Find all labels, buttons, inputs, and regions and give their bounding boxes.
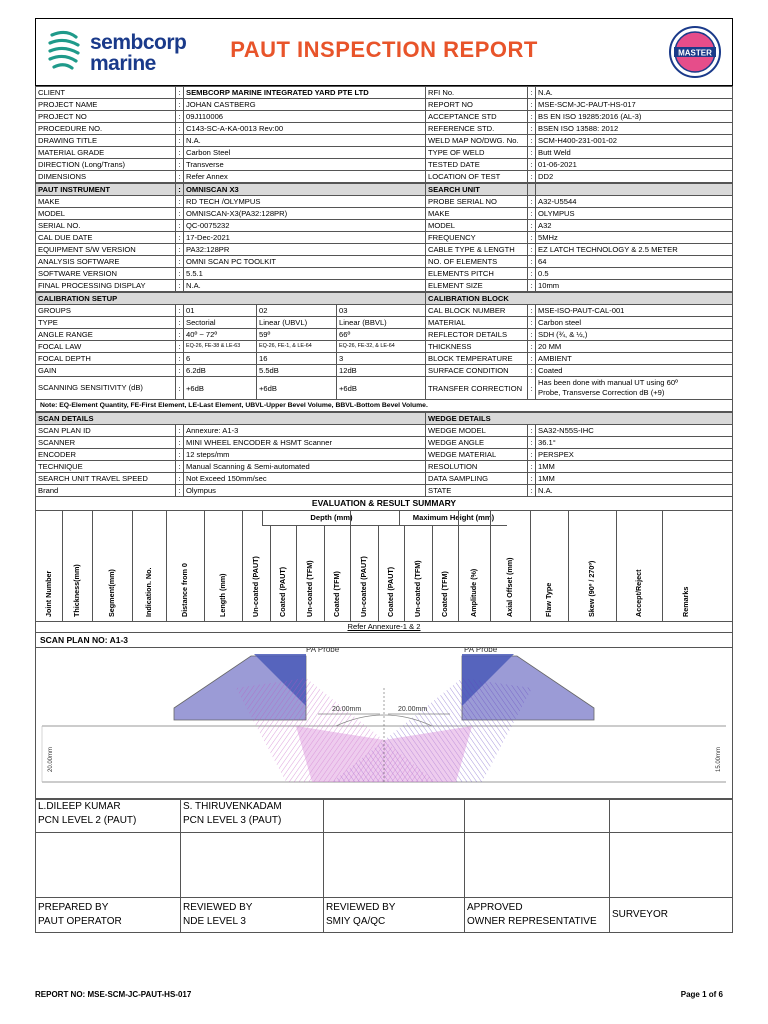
instrument-row: SERIAL NO. : QC-0075232 MODEL : A32 xyxy=(36,220,733,232)
evaluation-column-divider xyxy=(568,511,569,621)
instrument-value: N.A. xyxy=(184,280,426,292)
scan-row: SCANNER : MINI WHEEL ENCODER & HSMT Scanner WEDGE ANGLE : 36.1° xyxy=(36,437,733,449)
report-details-table xyxy=(35,86,733,183)
scan-plan-drawing xyxy=(36,648,732,798)
signatory-role-cell xyxy=(324,898,465,933)
evaluation-column-header: Accept/Reject xyxy=(634,569,643,617)
evaluation-column-divider xyxy=(378,525,379,621)
calibration-block-label: MATERIAL xyxy=(426,317,528,329)
scan-row: Brand : Olympus STATE : N.A. xyxy=(36,485,733,497)
detail-row: PROJECT NAME : JOHAN CASTBERG REPORT NO : MSE-SCM-JC-PAUT-HS-017 xyxy=(36,99,733,111)
evaluation-title: EVALUATION & RESULT SUMMARY xyxy=(35,497,733,511)
evaluation-column-header: Un-coated (PAUT) xyxy=(359,556,368,617)
detail-label: DIMENSIONS xyxy=(36,171,176,183)
instrument-right-value: 10mm xyxy=(536,280,733,292)
evaluation-column-header: Joint Number xyxy=(44,570,53,617)
signature-table xyxy=(35,799,733,933)
evaluation-column-header: Un-coated (PAUT) xyxy=(251,556,260,617)
detail-value: SEMBCORP MARINE INTEGRATED YARD PTE LTD xyxy=(184,87,426,99)
signatory-name: S. THIRUVENKADAM xyxy=(183,801,282,812)
detail-right-value: SCM-H400-231-001-02 xyxy=(536,135,733,147)
calibration-setup-label: CALIBRATION SETUP xyxy=(36,293,426,305)
instrument-section-row: PAUT INSTRUMENT : OMNISCAN X3 SEARCH UNIT xyxy=(36,184,733,196)
instrument-label: CAL DUE DATE xyxy=(36,232,176,244)
detail-row: DIMENSIONS : Refer Annex LOCATION OF TEST : DD2 xyxy=(36,171,733,183)
instrument-right-label: ELEMENTS PITCH xyxy=(426,268,528,280)
calibration-group1: 40º ~ 72º xyxy=(184,329,257,341)
calibration-row: GAIN : 6.2dB 5.5dB 12dB SURFACE CONDITION : Coated xyxy=(36,365,733,377)
sensitivity-g3: +6dB xyxy=(337,377,426,400)
instrument-row: MAKE : RD TECH /OLYMPUS PROBE SERIAL NO : A32-U5544 xyxy=(36,196,733,208)
detail-row: DIRECTION (Long/Trans) : Transverse TESTED DATE : 01-06-2021 xyxy=(36,159,733,171)
calibration-block-value: MSE-ISO-PAUT-CAL-001 xyxy=(536,305,733,317)
calibration-row: ANGLE RANGE : 40º ~ 72º 59º 66º REFLECTOR DETAILS : SDH (¾, & ½,) xyxy=(36,329,733,341)
left-offset-label: 20.00mm xyxy=(332,706,362,713)
detail-value: 09J110006 xyxy=(184,111,426,123)
detail-right-label: REFERENCE STD. xyxy=(426,123,528,135)
evaluation-column-divider xyxy=(616,511,617,621)
footer-page-number: Page 1 of 6 xyxy=(680,990,723,999)
detail-label: PROJECT NO xyxy=(36,111,176,123)
abbreviation-note: Note: EQ-Element Quantity, FE-First Element, LE-Last Element, UBVL-Upper Bevel Volume, BBVL-Bottom Bevel Volume. xyxy=(35,400,733,412)
scan-label: SEARCH UNIT TRAVEL SPEED xyxy=(36,473,176,485)
logo-text-line1: sembcorp xyxy=(90,31,187,54)
scan-row: SCAN PLAN ID : Annexure: A1-3 WEDGE MODEL : SA32-N55S-IHC xyxy=(36,425,733,437)
calibration-group2: Linear (UBVL) xyxy=(257,317,337,329)
signatory-role-cell xyxy=(181,898,324,933)
signatory-name-cell xyxy=(465,800,610,833)
sensitivity-g2: +6dB xyxy=(257,377,337,400)
right-offset-label: 20.00mm xyxy=(398,706,428,713)
refer-annexure: Refer Annexure-1 & 2 xyxy=(35,622,733,633)
wedge-details-label: WEDGE DETAILS xyxy=(426,413,733,425)
calibration-group3: 12dB xyxy=(337,365,426,377)
evaluation-column-divider xyxy=(350,511,351,621)
evaluation-column-divider xyxy=(132,511,133,621)
evaluation-column-header: Axial Offset (mm) xyxy=(505,557,514,617)
scan-details-label: SCAN DETAILS xyxy=(36,413,426,425)
detail-right-label: ACCEPTANCE STD xyxy=(426,111,528,123)
signatory-role-cell xyxy=(465,898,610,933)
evaluation-column-divider xyxy=(92,511,93,621)
detail-label: PROCEDURE NO. xyxy=(36,123,176,135)
scan-section-row xyxy=(36,413,733,425)
scan-value: 12 steps/mm xyxy=(184,449,426,461)
calibration-block-value: 20 MM xyxy=(536,341,733,353)
scan-value: MINI WHEEL ENCODER & HSMT Scanner xyxy=(184,437,426,449)
detail-value: Carbon Steel xyxy=(184,147,426,159)
detail-label: MATERIAL GRADE xyxy=(36,147,176,159)
instrument-row: EQUIPMENT S/W VERSION : PA32:128PR CABLE TYPE & LENGTH : EZ LATCH TECHNOLOGY & 2.5 METER xyxy=(36,244,733,256)
evaluation-column-header: Coated (TFM) xyxy=(332,571,341,617)
signatory-name-cell xyxy=(36,800,181,833)
scan-label: Brand xyxy=(36,485,176,497)
scan-value: Annexure: A1-3 xyxy=(184,425,426,437)
calibration-group2: 59º xyxy=(257,329,337,341)
detail-right-value: BSEN ISO 13588: 2012 xyxy=(536,123,733,135)
instrument-table xyxy=(35,183,733,292)
report-header xyxy=(35,18,733,86)
detail-value: N.A. xyxy=(184,135,426,147)
calibration-group3: 03 xyxy=(337,305,426,317)
detail-right-value: Butt Weld xyxy=(536,147,733,159)
scan-right-value: SA32-N55S-IHC xyxy=(536,425,733,437)
detail-right-label: TYPE OF WELD xyxy=(426,147,528,159)
calibration-block-label: THICKNESS xyxy=(426,341,528,353)
evaluation-column-header: Segment(mm) xyxy=(107,569,116,617)
calibration-group3: EQ-26, FE-32, & LE-64 xyxy=(337,341,426,353)
calibration-group3: 3 xyxy=(337,353,426,365)
scan-right-value: N.A. xyxy=(536,485,733,497)
evaluation-column-divider xyxy=(296,525,297,621)
depth-group-header: Depth (mm) xyxy=(262,511,400,526)
scan-label: TECHNIQUE xyxy=(36,461,176,473)
evaluation-column-header: Coated (PAUT) xyxy=(278,566,287,617)
scan-row: SEARCH UNIT TRAVEL SPEED : Not Exceed 150mm/sec DATA SAMPLING : 1MM xyxy=(36,473,733,485)
instrument-label: ANALYSIS SOFTWARE xyxy=(36,256,176,268)
scan-right-label: DATA SAMPLING xyxy=(426,473,528,485)
calibration-group1: EQ-26, FE-38 & LE-63 xyxy=(184,341,257,353)
scan-plan-label: SCAN PLAN NO: A1-3 xyxy=(35,633,733,648)
instrument-row: FINAL PROCESSING DISPLAY : N.A. ELEMENT SIZE : 10mm xyxy=(36,280,733,292)
page-footer xyxy=(35,990,733,999)
instrument-label: SERIAL NO. xyxy=(36,220,176,232)
instrument-row: SOFTWARE VERSION : 5.5.1 ELEMENTS PITCH : 0.5 xyxy=(36,268,733,280)
detail-label: PROJECT NAME xyxy=(36,99,176,111)
logo-text-line2: marine xyxy=(90,52,156,75)
left-thickness-label: 20.00mm xyxy=(48,746,54,772)
evaluation-column-header: Remarks xyxy=(681,586,690,617)
scan-label: SCAN PLAN ID xyxy=(36,425,176,437)
sensitivity-g1: +6dB xyxy=(184,377,257,400)
signatory-role: REVIEWED BY xyxy=(183,902,253,913)
calibration-label: FOCAL DEPTH xyxy=(36,353,176,365)
instrument-right-value: 0.5 xyxy=(536,268,733,280)
calibration-block-label: CAL BLOCK NUMBER xyxy=(426,305,528,317)
calibration-block-label: BLOCK TEMPERATURE xyxy=(426,353,528,365)
evaluation-column-header: Un-coated (TFM) xyxy=(413,560,422,617)
instrument-right-label: CABLE TYPE & LENGTH xyxy=(426,244,528,256)
signature-names-row xyxy=(36,800,733,833)
report-title: PAUT INSPECTION REPORT xyxy=(230,37,538,62)
detail-row: CLIENT : SEMBCORP MARINE INTEGRATED YARD PTE LTD RFI No. : N.A. xyxy=(36,87,733,99)
signature-space-row xyxy=(36,833,733,898)
calibration-block-value: AMBIENT xyxy=(536,353,733,365)
scan-right-label: WEDGE MODEL xyxy=(426,425,528,437)
badge-text: MASTER xyxy=(678,48,712,58)
instrument-label: MAKE xyxy=(36,196,176,208)
instrument-label: MODEL xyxy=(36,208,176,220)
transfer-correction-value: Has been done with manual UT using 60º Probe, Transverse Correction dB (+9) xyxy=(536,377,733,400)
calibration-row: FOCAL LAW : EQ-26, FE-38 & LE-63 EQ-26, FE-1, & LE-64 EQ-26, FE-32, & LE-64 THICKNESS : 20 MM xyxy=(36,341,733,353)
instrument-right-value: A32 xyxy=(536,220,733,232)
calibration-group1: 6 xyxy=(184,353,257,365)
evaluation-column-header: Length (mm) xyxy=(218,573,227,617)
instrument-value: 5.5.1 xyxy=(184,268,426,280)
calibration-row: TYPE : Sectorial Linear (UBVL) Linear (BBVL) MATERIAL : Carbon steel xyxy=(36,317,733,329)
evaluation-column-header: Indication. No. xyxy=(144,567,153,617)
detail-right-label: WELD MAP NO/DWG. No. xyxy=(426,135,528,147)
detail-right-value: 01-06-2021 xyxy=(536,159,733,171)
evaluation-grid xyxy=(35,511,733,622)
instrument-row: MODEL : OMNISCAN-X3(PA32:128PR) MAKE : OLYMPUS xyxy=(36,208,733,220)
calibration-row: GROUPS : 01 02 03 CAL BLOCK NUMBER : MSE-ISO-PAUT-CAL-001 xyxy=(36,305,733,317)
instrument-right-label: PROBE SERIAL NO xyxy=(426,196,528,208)
calibration-row: FOCAL DEPTH : 6 16 3 BLOCK TEMPERATURE : AMBIENT xyxy=(36,353,733,365)
instrument-right-value: OLYMPUS xyxy=(536,208,733,220)
signatory-level: PCN LEVEL 3 (PAUT) xyxy=(183,815,282,826)
detail-right-label: TESTED DATE xyxy=(426,159,528,171)
instrument-value: QC-0075232 xyxy=(184,220,426,232)
calibration-label: GROUPS xyxy=(36,305,176,317)
calibration-group2: 5.5dB xyxy=(257,365,337,377)
scan-value: Manual Scanning & Semi-automated xyxy=(184,461,426,473)
left-probe-label: PA Probe xyxy=(306,648,340,654)
instrument-right-value: 5MHz xyxy=(536,232,733,244)
instrument-label: EQUIPMENT S/W VERSION xyxy=(36,244,176,256)
calibration-group3: Linear (BBVL) xyxy=(337,317,426,329)
instrument-value: RD TECH /OLYMPUS xyxy=(184,196,426,208)
calibration-group1: Sectorial xyxy=(184,317,257,329)
instrument-value: OMNISCAN-X3(PA32:128PR) xyxy=(184,208,426,220)
instrument-right-label: MODEL xyxy=(426,220,528,232)
sensitivity-label: SCANNING SENSITIVITY (dB) xyxy=(36,377,176,400)
scan-plan-diagram xyxy=(35,648,733,799)
evaluation-column-divider xyxy=(62,511,63,621)
signatory-role-sub: OWNER REPRESENTATIVE xyxy=(467,916,597,927)
scan-details-table xyxy=(35,412,733,497)
height-group-header: Maximum Height (mm) xyxy=(399,511,507,526)
detail-value: C143-SC-A-KA-0013 Rev:00 xyxy=(184,123,426,135)
detail-value: JOHAN CASTBERG xyxy=(184,99,426,111)
calibration-label: GAIN xyxy=(36,365,176,377)
instrument-right-label: NO. OF ELEMENTS xyxy=(426,256,528,268)
calibration-table xyxy=(35,292,733,400)
scan-value: Olympus xyxy=(184,485,426,497)
calibration-block-label: CALIBRATION BLOCK xyxy=(426,293,733,305)
detail-label: DRAWING TITLE xyxy=(36,135,176,147)
detail-row: PROCEDURE NO. : C143-SC-A-KA-0013 Rev:00 REFERENCE STD. : BSEN ISO 13588: 2012 xyxy=(36,123,733,135)
detail-value: Refer Annex xyxy=(184,171,426,183)
signatory-role-cell xyxy=(36,898,181,933)
calibration-group2: 16 xyxy=(257,353,337,365)
evaluation-column-header: Thickness(mm) xyxy=(72,564,81,617)
calibration-group1: 01 xyxy=(184,305,257,317)
calibration-group2: EQ-26, FE-1, & LE-64 xyxy=(257,341,337,353)
scan-row: TECHNIQUE : Manual Scanning & Semi-automated RESOLUTION : 1MM xyxy=(36,461,733,473)
instrument-right-value: EZ LATCH TECHNOLOGY & 2.5 METER xyxy=(536,244,733,256)
detail-right-value: BS EN ISO 19285:2016 (AL-3) xyxy=(536,111,733,123)
right-probe-label: PA Probe xyxy=(464,648,498,654)
signatory-name-cell xyxy=(610,800,733,833)
scan-value: Not Exceed 150mm/sec xyxy=(184,473,426,485)
search-unit-label: SEARCH UNIT xyxy=(426,184,528,196)
evaluation-column-divider xyxy=(490,511,491,621)
scan-right-value: 1MM xyxy=(536,473,733,485)
signature-roles-row xyxy=(36,898,733,933)
evaluation-column-divider xyxy=(662,511,663,621)
report-page xyxy=(35,18,733,933)
calibration-group3: 66º xyxy=(337,329,426,341)
instrument-right-label: FREQUENCY xyxy=(426,232,528,244)
detail-right-label: LOCATION OF TEST xyxy=(426,171,528,183)
evaluation-column-header: Distance from 0 xyxy=(180,563,189,617)
detail-row: PROJECT NO : 09J110006 ACCEPTANCE STD : BS EN ISO 19285:2016 (AL-3) xyxy=(36,111,733,123)
instrument-right-value: A32-U5544 xyxy=(536,196,733,208)
instrument-value: 17-Dec-2021 xyxy=(184,232,426,244)
evaluation-column-divider xyxy=(270,525,271,621)
scan-right-value: 1MM xyxy=(536,461,733,473)
evaluation-column-header: Amplitude (%) xyxy=(469,568,478,617)
master-badge xyxy=(668,25,722,79)
signatory-role-sub: NDE LEVEL 3 xyxy=(183,916,246,927)
instrument-right-value: 64 xyxy=(536,256,733,268)
detail-right-value: N.A. xyxy=(536,87,733,99)
scan-label: ENCODER xyxy=(36,449,176,461)
signatory-name-cell xyxy=(181,800,324,833)
instrument-right-label: MAKE xyxy=(426,208,528,220)
detail-row: DRAWING TITLE : N.A. WELD MAP NO/DWG. No. : SCM-H400-231-001-02 xyxy=(36,135,733,147)
detail-value: Transverse xyxy=(184,159,426,171)
scan-right-label: WEDGE MATERIAL xyxy=(426,449,528,461)
signatory-role-sub: SURVEYOR xyxy=(612,909,668,920)
evaluation-column-divider xyxy=(458,511,459,621)
evaluation-column-header: Skew (90º / 270º) xyxy=(587,560,596,617)
evaluation-column-divider xyxy=(432,525,433,621)
calibration-block-value: SDH (¾, & ½,) xyxy=(536,329,733,341)
instrument-section-label: PAUT INSTRUMENT xyxy=(36,184,176,196)
calibration-block-value: Carbon steel xyxy=(536,317,733,329)
calibration-block-value: Coated xyxy=(536,365,733,377)
evaluation-column-header: Coated (PAUT) xyxy=(386,566,395,617)
calibration-label: ANGLE RANGE xyxy=(36,329,176,341)
detail-label: CLIENT xyxy=(36,87,176,99)
detail-right-value: DD2 xyxy=(536,171,733,183)
detail-right-label: RFI No. xyxy=(426,87,528,99)
scan-right-label: WEDGE ANGLE xyxy=(426,437,528,449)
evaluation-column-header: Un-coated (TFM) xyxy=(305,560,314,617)
scan-right-label: RESOLUTION xyxy=(426,461,528,473)
evaluation-column-header: Coated (TFM) xyxy=(440,571,449,617)
instrument-value: OMNI SCAN PC TOOLKIT xyxy=(184,256,426,268)
scan-right-value: PERSPEX xyxy=(536,449,733,461)
signatory-role-sub: PAUT OPERATOR xyxy=(38,916,122,927)
scan-right-value: 36.1° xyxy=(536,437,733,449)
calibration-label: TYPE xyxy=(36,317,176,329)
instrument-right-label: ELEMENT SIZE xyxy=(426,280,528,292)
calibration-block-label: REFLECTOR DETAILS xyxy=(426,329,528,341)
right-thickness-label: 15.00mm xyxy=(716,746,722,772)
evaluation-column-divider xyxy=(404,525,405,621)
instrument-row: CAL DUE DATE : 17-Dec-2021 FREQUENCY : 5MHz xyxy=(36,232,733,244)
instrument-label: FINAL PROCESSING DISPLAY xyxy=(36,280,176,292)
scan-right-label: STATE xyxy=(426,485,528,497)
evaluation-column-divider xyxy=(166,511,167,621)
signatory-role-cell xyxy=(610,898,733,933)
transfer-correction-label: TRANSFER CORRECTION xyxy=(426,377,528,400)
signatory-level: PCN LEVEL 2 (PAUT) xyxy=(38,815,137,826)
evaluation-column-divider xyxy=(204,511,205,621)
detail-row: MATERIAL GRADE : Carbon Steel TYPE OF WELD : Butt Weld xyxy=(36,147,733,159)
signatory-role: APPROVED xyxy=(467,902,523,913)
detail-label: DIRECTION (Long/Trans) xyxy=(36,159,176,171)
signatory-name-cell xyxy=(324,800,465,833)
instrument-label: SOFTWARE VERSION xyxy=(36,268,176,280)
calibration-group1: 6.2dB xyxy=(184,365,257,377)
scan-label: SCANNER xyxy=(36,437,176,449)
calibration-label: FOCAL LAW xyxy=(36,341,176,353)
calibration-block-label: SURFACE CONDITION xyxy=(426,365,528,377)
signatory-name: L.DILEEP KUMAR xyxy=(38,801,121,812)
footer-report-no: REPORT NO: MSE-SCM-JC-PAUT-HS-017 xyxy=(35,990,192,999)
evaluation-column-divider xyxy=(242,511,243,621)
instrument-value: PA32:128PR xyxy=(184,244,426,256)
sensitivity-row: SCANNING SENSITIVITY (dB) : +6dB +6dB +6dB TRANSFER CORRECTION : Has been done with manual UT using 60º Probe, Transverse Correction dB (+9) xyxy=(36,377,733,400)
evaluation-column-header: Flaw Type xyxy=(544,582,553,617)
signatory-role-sub: SMIY QA/QC xyxy=(326,916,386,927)
signatory-role: REVIEWED BY xyxy=(326,902,396,913)
detail-right-value: MSE-SCM-JC-PAUT-HS-017 xyxy=(536,99,733,111)
scan-row: ENCODER : 12 steps/mm WEDGE MATERIAL : PERSPEX xyxy=(36,449,733,461)
instrument-section-value: OMNISCAN X3 xyxy=(184,184,426,196)
calibration-group2: 02 xyxy=(257,305,337,317)
calibration-section-row xyxy=(36,293,733,305)
evaluation-column-divider xyxy=(324,525,325,621)
signatory-role: PREPARED BY xyxy=(38,902,109,913)
evaluation-column-divider xyxy=(530,511,531,621)
detail-right-label: REPORT NO xyxy=(426,99,528,111)
instrument-row: ANALYSIS SOFTWARE : OMNI SCAN PC TOOLKIT NO. OF ELEMENTS : 64 xyxy=(36,256,733,268)
